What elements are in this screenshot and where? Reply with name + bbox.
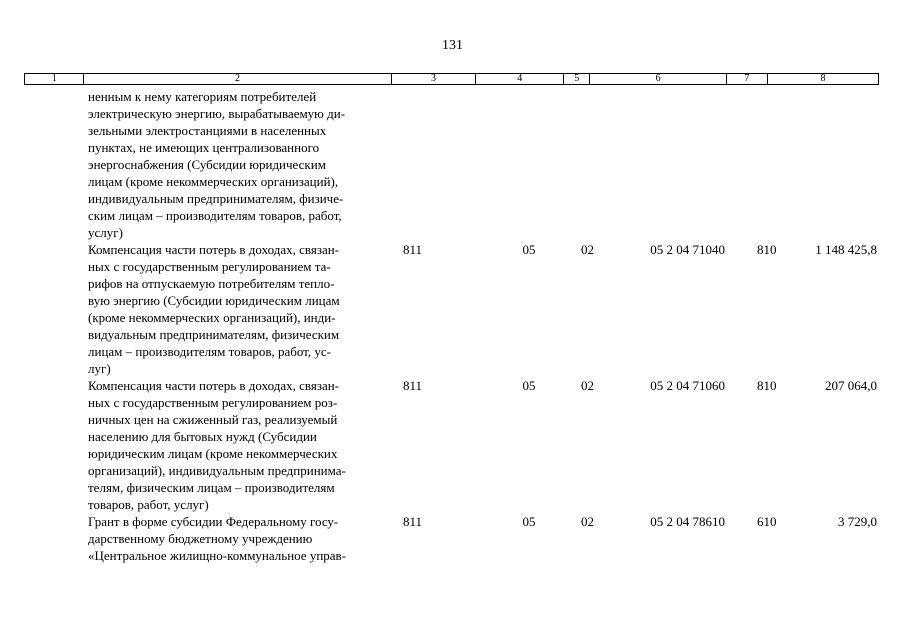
- description-line: ных с государственным регулированием роз-: [88, 395, 338, 410]
- description-cell: [85, 88, 400, 241]
- description-line: Компенсация части потерь в доходах, связан-: [88, 242, 340, 257]
- column-header-6: 6: [590, 74, 726, 84]
- description-line: луг): [88, 361, 111, 376]
- subsection-code-cell: 02: [581, 242, 594, 257]
- column-header-8: 8: [820, 73, 826, 84]
- description-line: «Центральное жилищно-коммунальное управ-: [88, 548, 347, 563]
- column-header-3: 3: [392, 74, 477, 84]
- description-line: организаций), индивидуальным предпринима-: [88, 463, 346, 478]
- section-code-cell: 05: [522, 514, 536, 529]
- cell-col-1: [24, 88, 85, 241]
- description-line: вую энергию (Субсидии юридическим лицам: [88, 293, 340, 308]
- amount-cell: [783, 88, 879, 241]
- amount-cell: 1 148 425,8: [815, 242, 877, 257]
- description-cell: [85, 241, 400, 377]
- cell-col-1: [24, 241, 85, 377]
- description-line: услуг): [88, 225, 123, 240]
- subsection-code-cell: 02: [581, 514, 594, 529]
- amount-cell: 3 729,0: [838, 514, 877, 529]
- description-line: ненным к нему категориям потребителей: [88, 89, 317, 104]
- table-row: [24, 241, 879, 377]
- expense-type-cell: 810: [757, 378, 777, 393]
- description-line: дарственному бюджетному учреждению: [88, 531, 313, 546]
- expense-type-cell: [741, 88, 783, 241]
- cell-col-1: [24, 377, 85, 513]
- section-code-cell: 05: [522, 378, 536, 393]
- description-line: пунктах, не имеющих централизованного: [88, 140, 320, 155]
- description-line: товаров, работ, услуг): [88, 497, 209, 512]
- description-line: электрическую энергию, вырабатываемую ди-: [88, 106, 346, 121]
- description-line: Компенсация части потерь в доходах, связан-: [88, 378, 340, 393]
- expense-type-cell: 810: [757, 242, 777, 257]
- target-article-cell: 05 2 04 71040: [650, 242, 725, 257]
- table-row: [24, 88, 879, 241]
- description-line: телям, физическим лицам – производителям: [88, 480, 335, 495]
- column-header-2: 2: [84, 74, 391, 84]
- description-line: зельными электростанциями в населенных: [88, 123, 327, 138]
- ministry-code-cell: [400, 88, 484, 241]
- description-line: индивидуальным предпринимателям, физиче-: [88, 191, 344, 206]
- description-line: (кроме некоммерческих организаций), инди-: [88, 310, 336, 325]
- ministry-code-cell: 811: [403, 514, 423, 529]
- table-header-row: [24, 73, 879, 85]
- description-line: ных с государственным регулированием та-: [88, 259, 331, 274]
- subsection-code-cell: 02: [581, 378, 594, 393]
- description-line: рифов на отпускаемую потребителям тепло-: [88, 276, 335, 291]
- column-header-7: 7: [727, 74, 768, 84]
- section-code-cell: [484, 88, 574, 241]
- target-article-cell: [601, 88, 741, 241]
- description-line: Грант в форме субсидии Федеральному госу-: [88, 514, 339, 529]
- cell-col-1: [24, 513, 85, 564]
- column-header-4: 4: [476, 74, 564, 84]
- description-line: ским лицам – производителям товаров, работ,: [88, 208, 342, 223]
- description-line: населению для бытовых нужд (Субсидии: [88, 429, 317, 444]
- description-cell: [85, 377, 400, 513]
- target-article-cell: 05 2 04 78610: [650, 514, 725, 529]
- description-line: лицам (кроме некоммерческих организаций),: [88, 174, 339, 189]
- amount-cell: 207 064,0: [825, 378, 877, 393]
- ministry-code-cell: 811: [403, 242, 423, 257]
- subsection-code-cell: [574, 88, 601, 241]
- table-row: [24, 377, 879, 513]
- expense-type-cell: 610: [757, 514, 777, 529]
- section-code-cell: 05: [522, 242, 536, 257]
- page-number: 131: [442, 38, 463, 53]
- description-line: юридическим лицам (кроме некоммерческих: [88, 446, 338, 461]
- description-line: энергоснабжения (Субсидии юридическим: [88, 157, 326, 172]
- description-line: ничных цен на сжиженный газ, реализуемый: [88, 412, 338, 427]
- description-line: видуальным предпринимателям, физическим: [88, 327, 340, 342]
- column-header-5: 5: [564, 74, 590, 84]
- ministry-code-cell: 811: [403, 378, 423, 393]
- description-line: лицам – производителям товаров, работ, ус-: [88, 344, 331, 359]
- table-body: [24, 88, 879, 564]
- column-header-1: 1: [25, 74, 84, 84]
- description-cell: [85, 513, 400, 564]
- target-article-cell: 05 2 04 71060: [650, 378, 725, 393]
- table-row: [24, 513, 879, 564]
